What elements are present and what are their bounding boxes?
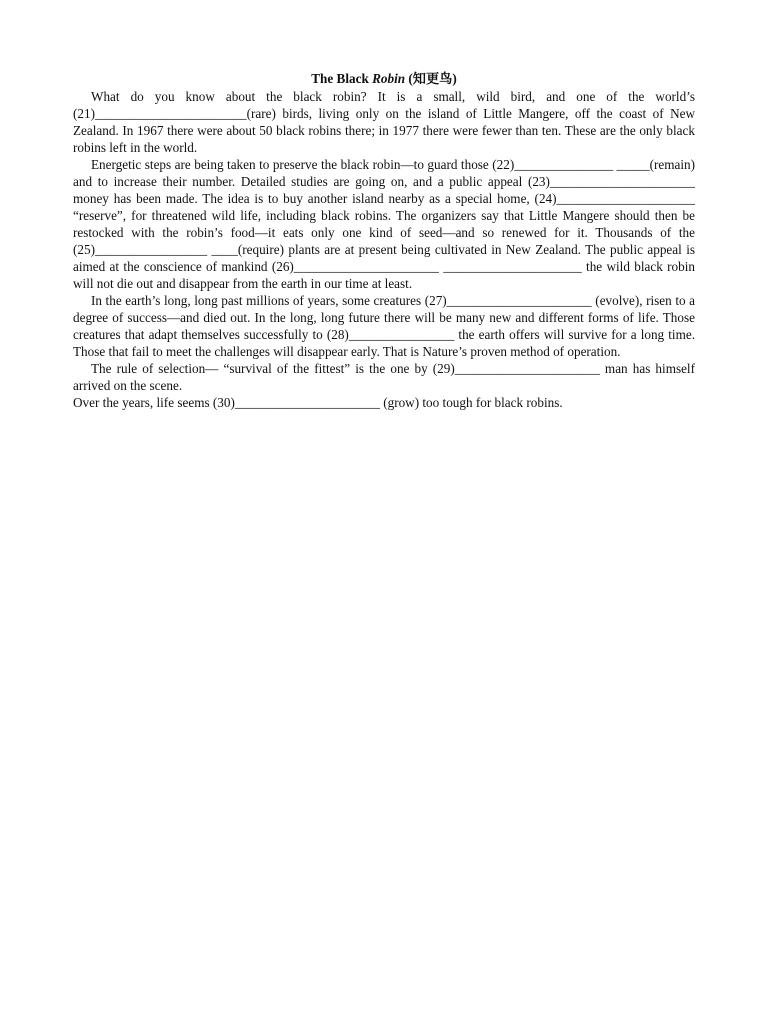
paragraph-5: Over the years, life seems (30)______________________ (grow) too tough for black robins. xyxy=(73,395,563,410)
paragraph-1: What do you know about the black robin? It is a small, wild bird, and one of the world’s (21)_______________________(rare) birds, living only on the island of Little Mangere, off the coast of New Zealand. In 1967 there were about 50 black robins there; in 1977 there were fewer than ten. These are the only black robins left in the world. xyxy=(73,89,695,155)
paragraph-3: In the earth’s long, long past millions of years, some creatures (27)______________________ (evolve), risen to a degree of success—and died out. In the long, long future there will be many new and different forms of life. Those creatures that adapt themselves successfully to (28)________________ the earth offers will survive for a long time. Those that fail to meet the challenges will disappear early. That is Nature’s proven method of operation. xyxy=(73,293,695,359)
title-italic-word: Robin xyxy=(372,71,406,86)
document-title xyxy=(73,70,695,87)
title-prefix: The Black xyxy=(311,71,373,86)
document-body xyxy=(73,70,695,411)
paragraph-4: The rule of selection— “survival of the fittest” is the one by (29)______________________ man has himself arrived on the scene. xyxy=(73,361,695,393)
paragraph-2: Energetic steps are being taken to preserve the black robin—to guard those (22)_______________ _____(remain) and to increase their number. Detailed studies are going on, and a public appeal (23)______________________ money has been made. The idea is to buy another island nearby as a special home, (24)_____________________ “reserve”, for threatened wild life, including black robins. The organizers say that Little Mangere should then be restocked with the robin’s food—it eats only one kind of seed—and so renewed for it. Thousands of the (25)_________________ ____(require) plants are at present being cultivated in New Zealand. The public appeal is aimed at the conscience of mankind (26)______________________ _____________________ the wild black robin will not die out and disappear from the earth in our time at least. xyxy=(73,157,695,291)
title-suffix: (知更鸟) xyxy=(405,71,457,86)
